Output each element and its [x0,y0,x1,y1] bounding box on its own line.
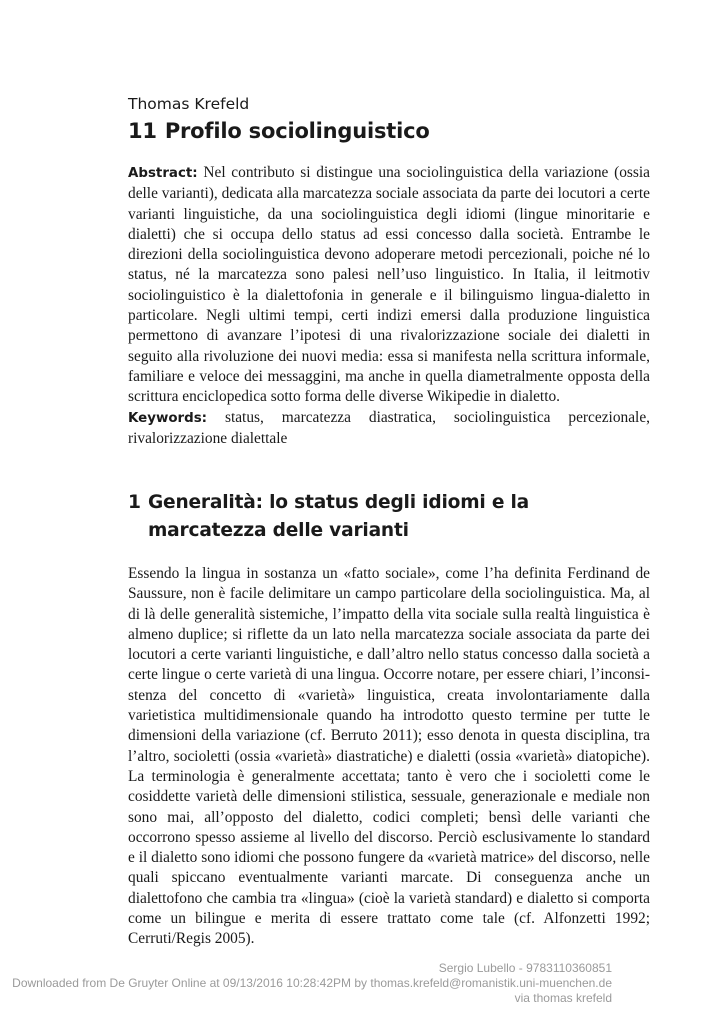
keywords [128,408,650,450]
abstract-text: Nel contributo si distingue una sociolinguistica della variazione (ossia delle varianti), dedicata alla marcatezza sociale associata da parte dei locutori a certe varianti linguistiche, da una sociolinguistica degli idiomi (lingue minoritarie e dialetti) che si occupa dello status ad essi concesso dalla società. Entrambe le direzioni della sociolinguistica devono adoperare metodi percezionali, poiche né lo status, né la marcatezza sono palesi nell’uso linguistico. In Italia, il leitmotiv sociolinguistico è la dialettofonia in generale e il bilinguismo lingua-dialetto in particolare. Negli ultimi tempi, certi indizi emersi dalla produzione linguistica permettono di avanzare l’ipotesi di una rivalorizzazione sociale dei dialetti in seguito alla rivoluzione dei nuovi media: essa si manifesta nella scrittura informale, familiare e veloce dei messaggini, ma anche in quella diametralmente opposta della scrittura enciclopedica sotto forma delle diverse Wikipedie in dialetto. [128,164,650,406]
section-number: 1 [128,492,141,513]
abstract-label: Abstract: [128,166,198,181]
section-title: Generalità: lo status degli idiomi e la marcatezza delle varianti [148,492,530,541]
abstract [128,163,650,408]
chapter-number: 11 [128,119,157,143]
keywords-label: Keywords: [128,411,208,426]
chapter-title-text: Profilo sociolinguistico [164,119,430,143]
chapter-title [128,116,430,146]
footer-download-notice: Downloaded from De Gruyter Online at 09/13/2016 10:28:42PM by thomas.krefeld@romanistik.uni-muenchen.de [12,976,612,990]
body-paragraph: Essendo la lingua in sostanza un «fatto sociale», come l’ha definita Ferdinand de Saussure, non è facile delimitare un campo particolare della sociolinguistica. Ma, al di là delle generalità sistemiche, l’impatto della vita sociale sulla realtà linguistica è almeno duplice; si riflette da un lato nella marcatezza sociale associata da parte dei locutori a certe varianti linguistiche, e dall’altro nello status concesso dalla società a certe lingue o certe varietà di una lingua. Occorre notare, per essere chiari, l’inconsistenza del concetto di «varietà» linguistica, creata involontariamente dalla varietistica multidimensionale quando ha introdotto questo termine per tutte le dimensioni della variazione (cf. Berruto 2011); esso denota in questa disciplina, tra l’altro, socioletti (ossia «varietà» diastratiche) e dialetti (ossia «varietà» diatopiche). La terminologia è generalmente accettata; tanto è vero che i socioletti come le cosiddette varietà delle dimensioni stilistica, sessuale, generazionale e mediale non sono mai, all’opposto del dialetto, codici completi; bensì delle varianti che occorrono spesso assieme al livello del discorso. Perciò esclusivamente lo standard e il dialetto sono idiomi che possono fungere da «varietà matrice» del discorso, nelle quali spiccano eventualmente varianti marcate. Di conseguenza anche un dialettofono che cambia tra «lingua» (cioè la varietà standard) e dialetto si comporta come un bilingue e merita di essere trattato come tale (cf. Alfonzetti 1992; Cerruti/Regis 2005). [128,565,650,948]
footer-via: via thomas krefeld [514,991,612,1005]
author-name: Thomas Krefeld [128,95,250,113]
keywords-text: status, marcatezza diastratica, sociolinguistica percezionale, rivalorizzazione dialettale [128,409,650,448]
footer-source: Sergio Lubello - 9783110360851 [438,961,612,975]
section-heading [128,489,650,545]
